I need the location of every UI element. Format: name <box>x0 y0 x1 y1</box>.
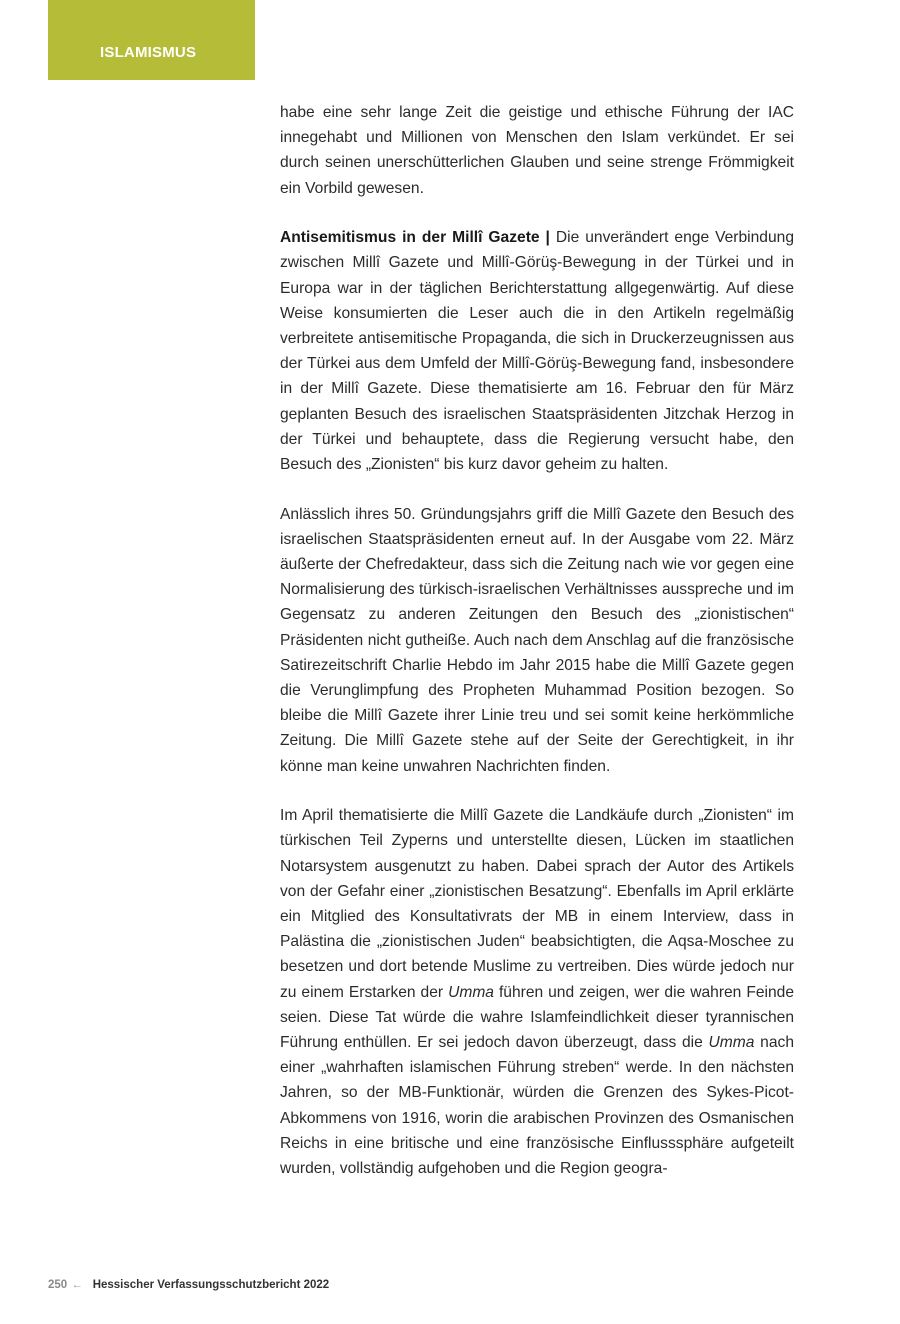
paragraph-4 <box>280 803 794 1181</box>
page-number: 250 <box>48 1279 68 1291</box>
section-tab <box>48 0 255 80</box>
umma-term: Umma <box>708 1034 755 1052</box>
arrow-left-icon: ← <box>71 1279 83 1291</box>
umma-term: Umma <box>448 983 494 1001</box>
page-footer <box>48 1279 329 1291</box>
paragraph-1: habe eine sehr lange Zeit die geistige und ethische Führung der IAC innegehabt und Millionen von Menschen den Islam verkündet. Er sei durch seinen unerschütterlichen Glauben und seine strenge Frömmigkeit ein Vorbild gewesen. <box>280 104 794 197</box>
paragraph-4-part-c: nach einer „wahrhaften islamischen Führung streben“ werde. In den nächsten Jahren, so der MB-Funktionär, würden die Grenzen des Sykes-Picot-Abkommens von 1916, worin die arabischen Provinzen des Osmanischen Reichs in eine britische und eine französische Einflusssphäre aufgeteilt wurden, vollständig aufgehoben und die Region geogra- <box>280 1034 794 1178</box>
paragraph-2 <box>280 225 794 477</box>
section-label: ISLAMISMUS <box>100 44 197 61</box>
paragraph-lead-heading: Antisemitismus in der Millî Gazete | <box>280 229 550 247</box>
paragraph-4-part-a: Im April thematisierte die Millî Gazete die Landkäufe durch „Zionisten“ im türkischen Teil Zyperns und unterstellte diesen, Lücken im staatlichen Notarsystem ausgenutzt zu haben. Dabei sprach der Autor des Artikels von der Gefahr einer „zionistischen Besatzung“. Ebenfalls im April erklärte ein Mitglied des Konsultativrats der MB in einem Interview, dass in Palästina die „zionistischen Juden“ beabsichtigten, die Aqsa-Moschee zu besetzen und dort betende Muslime zu vertreiben. Dies würde jedoch nur zu einem Erstarken der <box>280 807 794 1001</box>
paragraph-3: Anlässlich ihres 50. Gründungsjahrs griff die Millî Gazete den Besuch des israelischen Staatspräsidenten erneut auf. In der Ausgabe vom 22. März äußerte der Chefredakteur, dass sich die Zeitung nach wie vor gegen eine Normalisierung des türkisch-israelischen Verhältnisses ausspreche und im Gegensatz zu anderen Zeitungen den Besuch des „zionistischen“ Präsidenten nicht gutheiße. Auch nach dem Anschlag auf die französische Satirezeitschrift Charlie Hebdo im Jahr 2015 habe die Millî Gazete gegen die Verunglimpfung des Propheten Muhammad Position bezogen. So bleibe die Millî Gazete ihrer Linie treu und sei somit keine herkömmliche Zeitung. Die Millî Gazete stehe auf der Seite der Gerechtigkeit, in ihr könne man keine unwahren Nachrichten finden. <box>280 505 794 775</box>
article-body <box>280 100 794 1181</box>
publication-title: Hessischer Verfassungsschutzbericht 2022 <box>92 1279 330 1291</box>
paragraph-2-text: Die unverändert enge Verbindung zwischen Millî Gazete und Millî-Görüş-Bewegung in der Türkei und in Europa war in der täglichen Berichterstattung allgegenwärtig. Auf diese Weise konsumierten die Leser auch die in den Artikeln regelmäßig verbreitete antisemitische Propaganda, die sich in Druckerzeugnissen aus der Türkei aus dem Umfeld der Millî-Görüş-Bewegung fand, insbesondere in der Millî Gazete. Diese thematisierte am 16. Februar den für März geplanten Besuch des israelischen Staatspräsidenten Jitzchak Herzog in der Türkei und behauptete, dass die Regierung versucht habe, den Besuch des „Zionisten“ bis kurz davor geheim zu halten. <box>280 229 794 474</box>
paragraph-4-part-b: führen und zeigen, wer die wahren Feinde seien. Diese Tat würde die wahre Islamfeindlichkeit dieser tyrannischen Führung enthüllen. Er sei jedoch davon überzeugt, dass die <box>280 983 794 1052</box>
